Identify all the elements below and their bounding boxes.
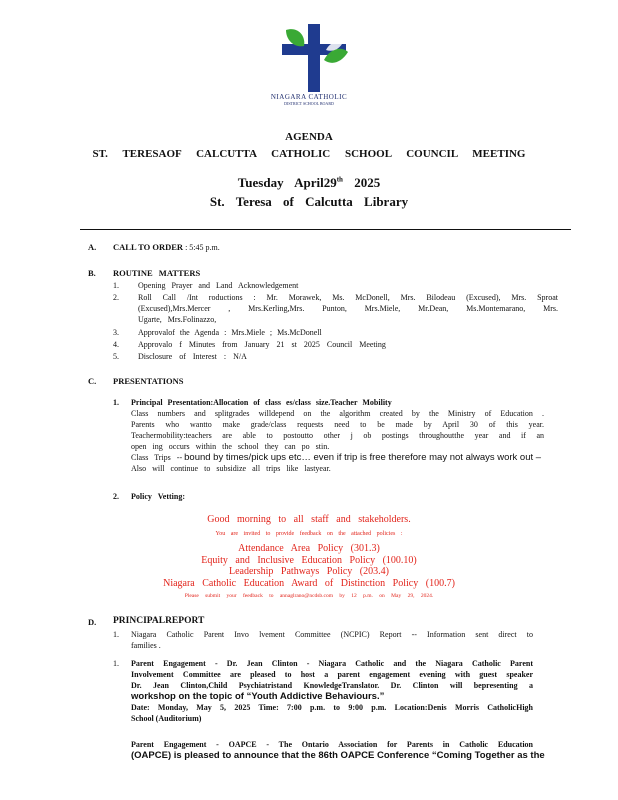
paragraph-line: Parents who wantto make grade/class requests need to be made by April 30 of this year. bbox=[131, 420, 544, 429]
meeting-location: St. Teresa of Calcutta Library bbox=[209, 194, 409, 209]
section-a-value: : 5:45 p.m. bbox=[185, 243, 220, 252]
paragraph-line: Niagara Catholic Parent Invo lvement Committee (NCPIC) Report -- Information sent direct to bbox=[131, 630, 533, 639]
header-divider bbox=[80, 229, 571, 230]
event-details-line: Date: Monday, May 5, 2025 Time: 7:00 p.m. to 9:00 p.m. Location:Denis Morris CatholicHigh bbox=[131, 703, 533, 712]
class-trips-line bbox=[131, 452, 544, 463]
list-item bbox=[113, 339, 386, 350]
paragraph-line: Parent Engagement - Dr. Jean Clinton - Niagara Catholic and the Niagara Catholic Parent bbox=[131, 659, 533, 668]
policy-greeting: Good morning to all staff and stakeholders. bbox=[207, 514, 411, 525]
list-item-number: 5. bbox=[113, 352, 119, 361]
paragraph-line: Class numbers and splitgrades willdepend on the algorithm created by the Ministry of Education . bbox=[131, 409, 544, 418]
policy-item: Attendance Area Policy (301.3) bbox=[238, 543, 380, 554]
list-item-continuation: Ugarte, Mrs.Folinazzo, bbox=[138, 315, 217, 324]
council-heading: ST. TERESAOF CALCUTTA CATHOLIC SCHOOL COUNCIL MEETING bbox=[92, 148, 526, 160]
section-d-item3 bbox=[131, 739, 545, 761]
list-item-text: Opening Prayer and Land Acknowledgement bbox=[138, 281, 299, 290]
policy-item: Niagara Catholic Education Award of Distinction Policy (100.7) bbox=[163, 578, 455, 589]
meeting-date-year: 2025 bbox=[354, 175, 381, 190]
list-item-number: 3. bbox=[113, 328, 119, 337]
section-d-item2-number: 1. bbox=[113, 659, 119, 668]
paragraph-line: Parent Engagement - OAPCE - The Ontario Association for Parents in Catholic Education bbox=[131, 740, 533, 749]
policy-item: Leadership Pathways Policy (203.4) bbox=[229, 566, 389, 577]
list-item-text: Approvalof the Agenda : Mrs.Miele ; Ms.McDonell bbox=[138, 328, 322, 337]
logo-cross-vertical bbox=[308, 24, 320, 92]
meeting-date-day: Tuesday April29 bbox=[237, 175, 337, 190]
list-item-number: 4. bbox=[113, 340, 119, 349]
section-c-item1-number: 1. bbox=[113, 398, 119, 407]
paragraph-line: Involvement Committee are pleased to host a parent engagement evening with guest speaker bbox=[131, 670, 533, 679]
section-d-letter: D. bbox=[88, 617, 97, 627]
paragraph-line: Dr. Jean Clinton,Child Psychiatristand KnowledgeTranslator. Dr. Clinton will bepresenting a bbox=[131, 681, 533, 690]
section-c-item1-title: Principal Presentation:Allocation of class es/class size.Teacher Mobility bbox=[131, 398, 392, 407]
logo-leaf-left bbox=[286, 29, 304, 46]
workshop-topic-line: workshop on the topic of “Youth Addictive Behaviours.” bbox=[131, 691, 385, 702]
paragraph-line: (OAPCE) is pleased to announce that the 86th OAPCE Conference “Coming Together as the bbox=[131, 750, 545, 761]
paragraph-line: families . bbox=[131, 641, 161, 650]
class-trips-label: Class Trips -- bbox=[131, 453, 183, 462]
list-item-text: Disclosure of Interest : N/A bbox=[138, 352, 247, 361]
event-details-line: School (Auditorium) bbox=[131, 714, 202, 723]
list-item-number: 2. bbox=[113, 293, 119, 302]
list-item bbox=[113, 327, 322, 338]
section-c-letter: C. bbox=[88, 376, 97, 386]
policy-invite: You are invited to provide feedback on the attached policies : bbox=[215, 531, 403, 537]
section-d-item1-number: 1. bbox=[113, 630, 119, 639]
section-c-item1-body bbox=[131, 408, 544, 474]
list-item bbox=[113, 351, 247, 362]
policy-item: Equity and Inclusive Education Policy (100.10) bbox=[201, 555, 417, 566]
policy-submit-note: Please submit your feedback to annaglrano@ncdsb.com by 12 p.m. on May 29, 2024. bbox=[184, 593, 434, 599]
section-a-title: CALL TO ORDER bbox=[113, 242, 184, 252]
meeting-date bbox=[0, 175, 618, 191]
paragraph-line: open ing occurs within the school they can po stin. bbox=[131, 442, 330, 451]
section-b-letter: B. bbox=[88, 268, 96, 278]
section-d-title: PRINCIPALREPORT bbox=[113, 616, 205, 626]
list-item-number: 1. bbox=[113, 281, 119, 290]
agenda-heading: AGENDA bbox=[285, 131, 333, 143]
list-item bbox=[113, 280, 299, 291]
section-b-title: ROUTINE MATTERS bbox=[113, 268, 201, 278]
section-c-item2-number: 2. bbox=[113, 492, 119, 501]
section-d-item1 bbox=[131, 629, 533, 651]
list-item-text: Approvalo f Minutes from January 21 st 2025 Council Meeting bbox=[138, 340, 386, 349]
paragraph-line: Teachermobility:teachers are able to postoutto other j ob postings throughoutthe year and if an bbox=[131, 431, 544, 440]
list-item-continuation: (Excused),Mrs.Mercer , Mrs.Kerling,Mrs. Punton, Mrs.Miele, Mr.Dean, Ms.Montemarano, Mrs. bbox=[138, 304, 558, 313]
meeting-date-sup: th bbox=[336, 175, 343, 184]
section-d-item2 bbox=[131, 658, 533, 724]
paragraph-line: Also will continue to subsidize all trips like lastyear. bbox=[131, 464, 331, 473]
list-item-text: Roll Call /Int roductions : Mr. Morawek, Ms. McDonell, Mrs. Bilodeau (Excused), Mrs. Sproat bbox=[138, 293, 558, 302]
section-c-title: PRESENTATIONS bbox=[113, 376, 184, 386]
section-a bbox=[113, 242, 220, 253]
logo-text: NIAGARA CATHOLIC bbox=[270, 93, 348, 101]
class-trips-detail: bound by times/pick ups etc… even if trip is free therefore may not always work out – bbox=[184, 452, 542, 463]
section-c-item2-title: Policy Vetting: bbox=[131, 492, 185, 501]
section-a-letter: A. bbox=[88, 242, 97, 252]
logo-subtext: DISTRICT SCHOOL BOARD bbox=[284, 101, 334, 106]
list-item bbox=[113, 292, 558, 303]
